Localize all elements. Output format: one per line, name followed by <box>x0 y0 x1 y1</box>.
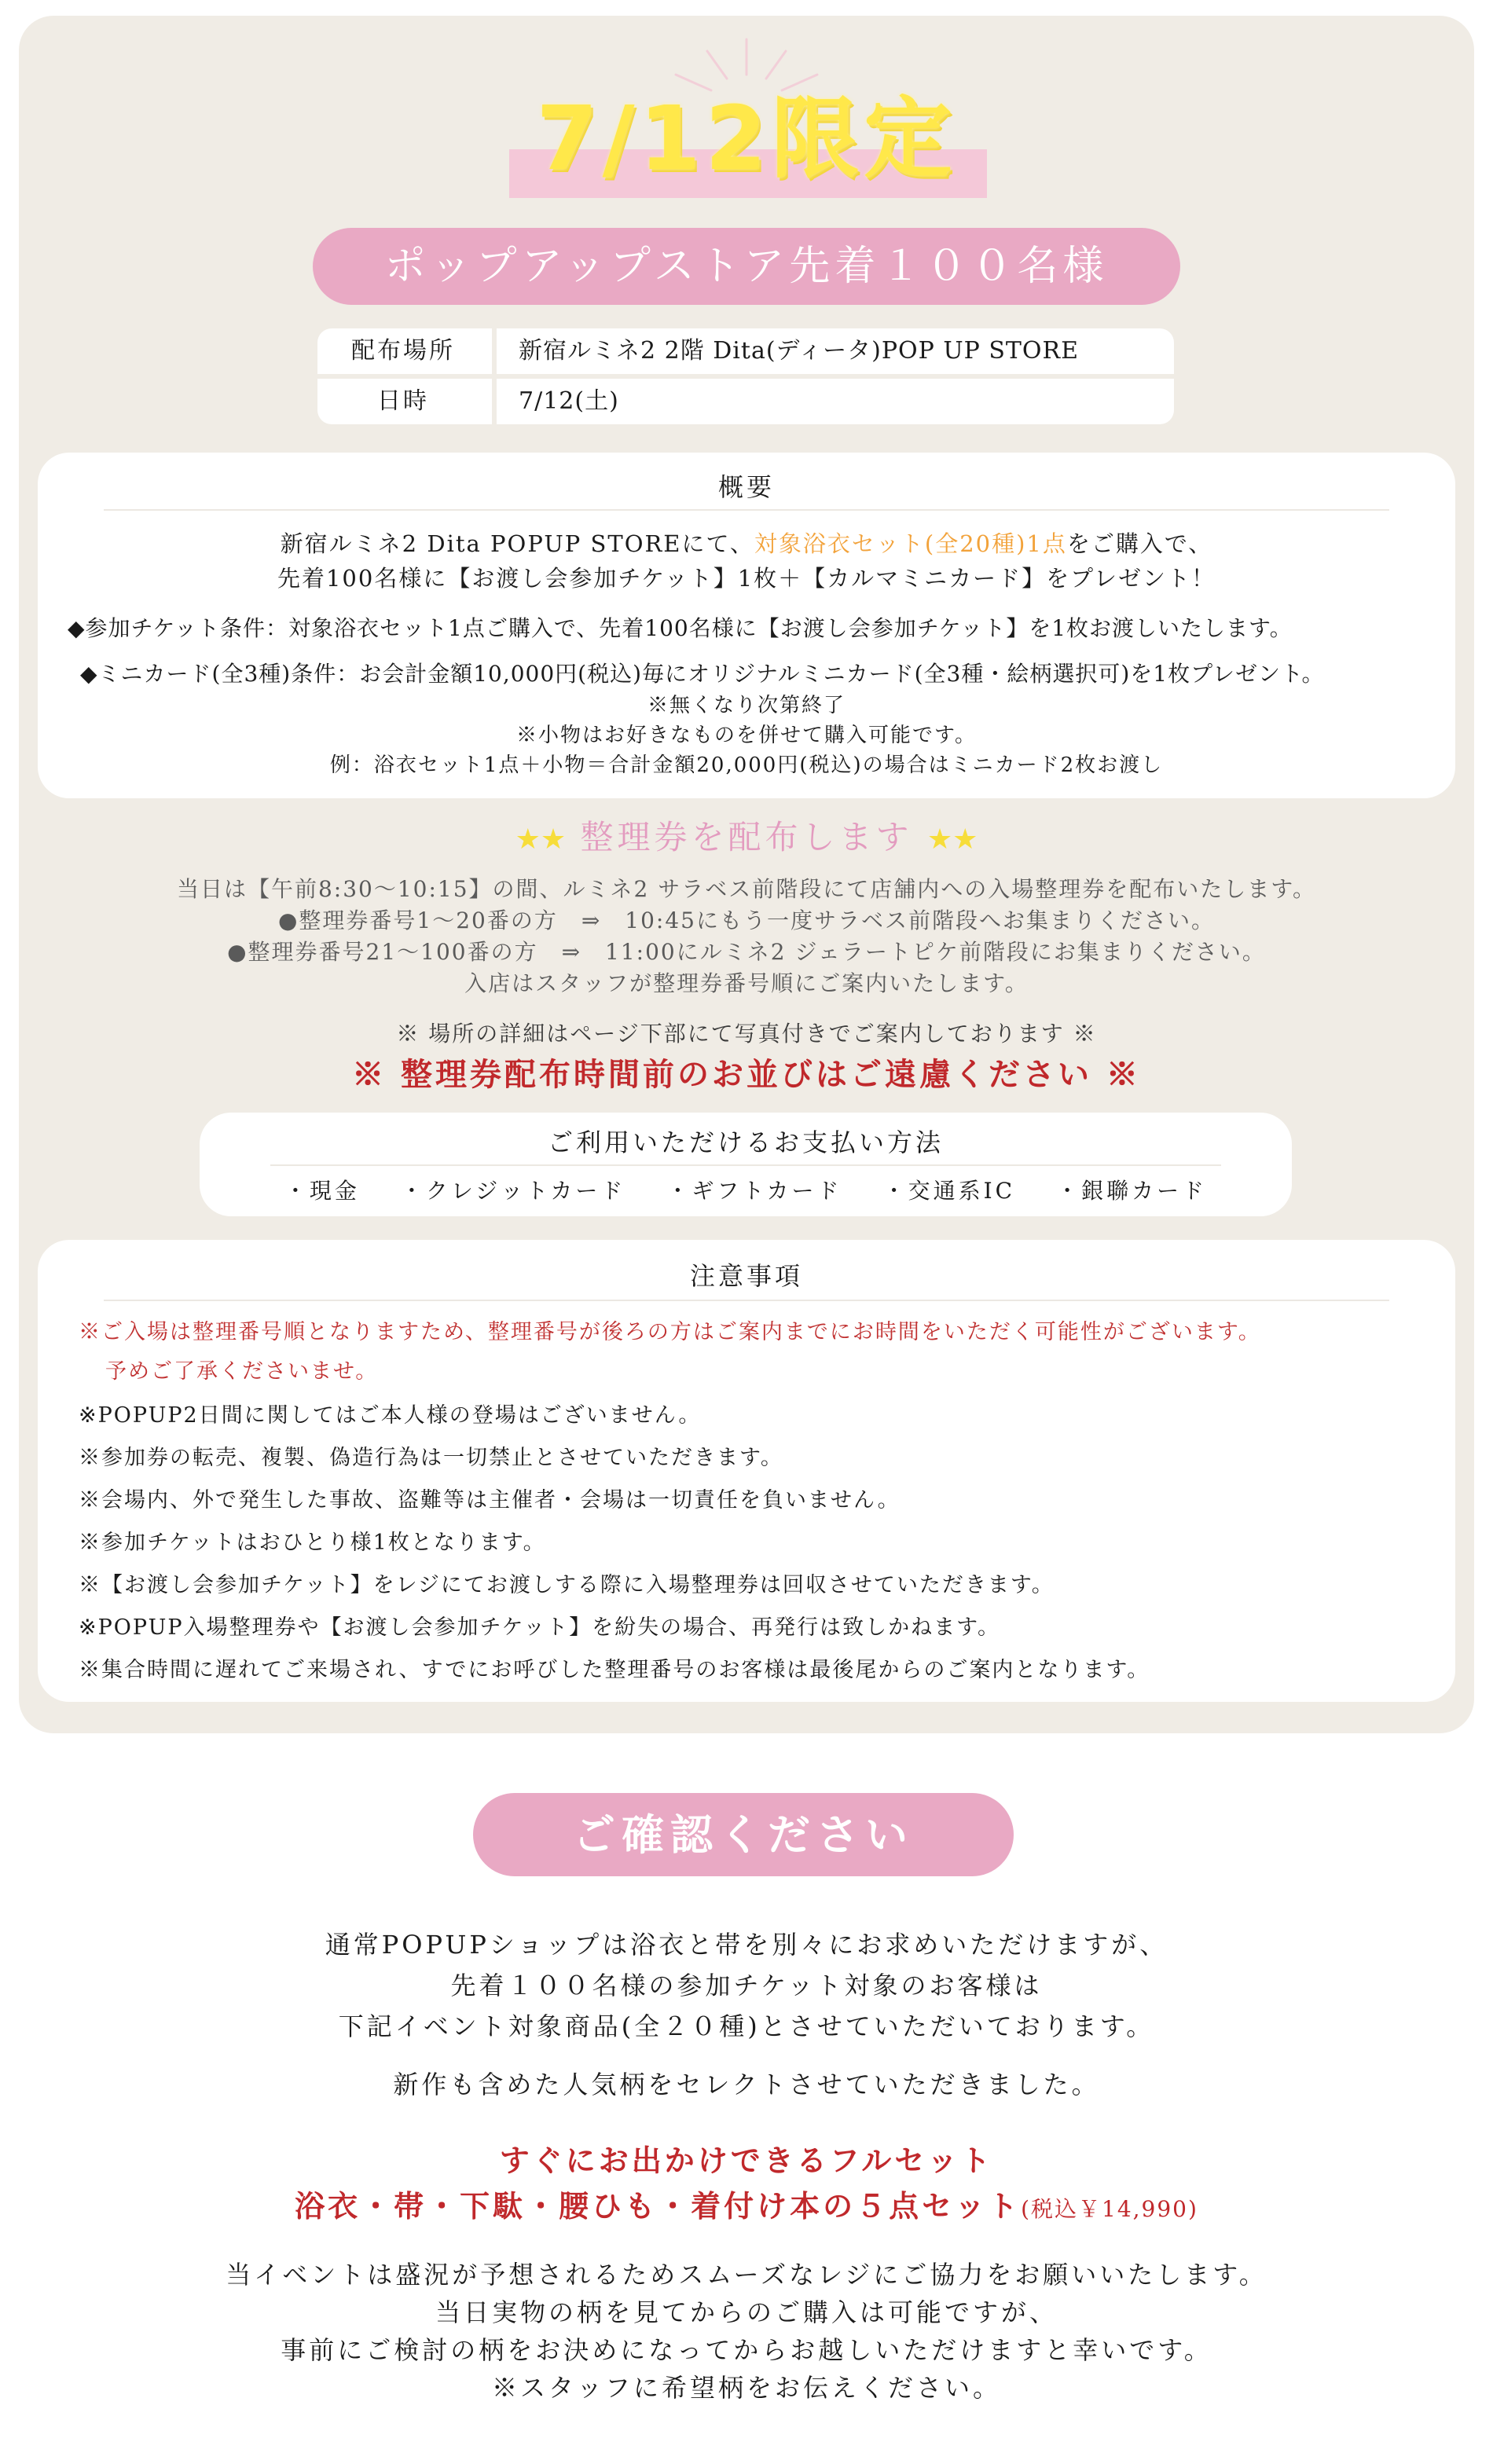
divider <box>270 1164 1221 1166</box>
note-item: ※【お渡し会参加チケット】をレジにてお渡しする際に入場整理券は回収させていただきます。 <box>79 1573 1055 1597</box>
payment-method: ・現金 <box>284 1178 360 1204</box>
closing-paragraph-line: 当日実物の柄を見てからのご購入は可能ですが、 <box>435 2297 1058 2327</box>
star-icon: ★★ <box>926 823 978 856</box>
note-red: 予めご了承くださいませ。 <box>105 1359 379 1384</box>
ticket-line: 当日は【午前8:30～10:15】の間、ルミネ2 サラベス前階段にて店舗内への入場整理券を配布いたします。 <box>176 876 1317 902</box>
divider <box>492 328 497 374</box>
summary-card <box>38 453 1455 798</box>
note-item: ※会場内、外で発生した事故、盗難等は主催者・会場は一切責任を負いません。 <box>79 1488 901 1512</box>
info-row-datetime <box>317 379 1174 424</box>
ticket-condition: ◆参加チケット条件：対象浴衣セット1点ご購入で、先着100名様に【お渡し会参加チケット】を1枚お渡しいたします。 <box>68 615 1293 641</box>
confirm-paragraph-line: 下記イベント対象商品(全２０種)とさせていただいております。 <box>338 2011 1155 2041</box>
notes-heading: 注意事項 <box>689 1261 803 1291</box>
closing-paragraph-line: ※スタッフに希望柄をお伝えください。 <box>491 2373 1001 2403</box>
ticket-line: 入店はスタッフが整理券番号順にご案内いたします。 <box>464 970 1029 996</box>
note-example: 例：浴衣セット1点＋小物＝合計金額20,000円(税込)の場合はミニカード2枚お渡し <box>329 754 1164 777</box>
closing-paragraph-line: 当イベントは盛況が予想されるためスムーズなレジにご協力をお願いいたします。 <box>226 2260 1267 2290</box>
no-early-queue-warning: ※ 整理券配布時間前のお並びはご遠慮ください ※ <box>352 1056 1141 1093</box>
note-while-supplies-last: ※無くなり次第終了 <box>647 694 846 717</box>
payment-method: ・クレジットカード <box>400 1178 626 1204</box>
full-set-heading: すぐにお出かけできるフルセット <box>499 2143 994 2178</box>
note-item: ※POPUP2日間に関してはご本人様の登場はございません。 <box>79 1403 702 1428</box>
summary-line-2: 先着100名様に【お渡し会参加チケット】1枚＋【カルマミニカード】をプレゼント！ <box>277 565 1216 592</box>
note-item: ※参加券の転売、複製、偽造行為は一切禁止とさせていただきます。 <box>79 1446 783 1470</box>
payment-method: ・ギフトカード <box>666 1178 842 1204</box>
info-label: 日時 <box>377 387 429 415</box>
ticket-line: ●整理券番号1～20番の方 ⇒ 10:45にもう一度サラベス前階段へお集まりください。 <box>277 908 1216 933</box>
note-item: ※参加チケットはおひとり様1枚となります。 <box>79 1531 546 1555</box>
date-limited-title: 7/12限定 <box>536 88 957 190</box>
info-value: 7/12(土) <box>519 387 619 415</box>
confirm-paragraph-line: 通常POPUPショップは浴衣と帯を別々にお求めいただけますが、 <box>325 1930 1168 1960</box>
summary-line-1: 新宿ルミネ2 Dita POPUP STOREにて、対象浴衣セット(全20種)1点をご購入で、 <box>280 530 1213 557</box>
note-red: ※ご入場は整理番号順となりますため、整理番号が後ろの方はご案内までにお時間をいただく可能性がございます。 <box>79 1320 1261 1344</box>
payment-method: ・交通系IC <box>882 1178 1016 1204</box>
ticket-line: ●整理券番号21～100番の方 ⇒ 11:00にルミネ2 ジェラートピケ前階段にお集まりください。 <box>227 939 1266 965</box>
star-icon: ★★ <box>515 823 567 856</box>
set-price: (税込￥14,990) <box>1021 2196 1198 2222</box>
note-item: ※POPUP入場整理券や【お渡し会参加チケット】を紛失の場合、再発行は致しかねます。 <box>79 1615 1000 1640</box>
notes-card <box>38 1240 1455 1702</box>
confirm-paragraph-line: 新作も含めた人気柄をセレクトさせていただきました。 <box>393 2070 1100 2099</box>
payment-method: ・銀聯カード <box>1056 1178 1208 1204</box>
closing-paragraph-line: 事前にご検討の柄をお決めになってからお越しいただけますと幸いです。 <box>281 2335 1212 2365</box>
note-item: ※集合時間に遅れてご来場され、すでにお呼びした整理番号のお客様は最後尾からのご案内となります。 <box>79 1658 1150 1682</box>
info-value: 新宿ルミネ2 2階 Dita(ディータ)POP UP STORE <box>519 337 1079 365</box>
info-table <box>317 328 1174 427</box>
summary-heading: 概要 <box>717 472 775 502</box>
divider <box>104 509 1389 511</box>
divider <box>104 1300 1389 1301</box>
minicard-condition: ◆ミニカード(全3種)条件：お会計金額10,000円(税込)毎にオリジナルミニカード(全3種・絵柄選択可)を1枚プレゼント。 <box>80 661 1325 687</box>
popup-store-first-100-banner: ポップアップストア先着１００名様 <box>313 228 1180 305</box>
confirm-paragraph-line: 先着１００名様の参加チケット対象のお客様は <box>450 1971 1043 2000</box>
five-item-set-line: 浴衣・帯・下駄・腰ひも・着付け本の５点セット(税込￥14,990) <box>295 2188 1198 2224</box>
info-label: 配布場所 <box>351 337 455 365</box>
info-row-location <box>317 328 1174 374</box>
payment-heading: ご利用いただけるお支払い方法 <box>547 1128 944 1157</box>
ticket-distribution-heading: ★★ 整理券を配布します ★★ <box>515 818 978 856</box>
location-detail-note: ※ 場所の詳細はページ下部にて写真付きでご案内しております ※ <box>396 1021 1097 1047</box>
note-accessories: ※小物はお好きなものを併せて購入可能です。 <box>516 724 977 747</box>
target-yukata-set-highlight: 対象浴衣セット(全20種)1点 <box>754 530 1067 557</box>
payment-methods-list <box>200 1171 1292 1212</box>
divider <box>492 379 497 424</box>
payment-methods-card <box>200 1113 1292 1216</box>
please-confirm-banner: ご確認ください <box>473 1793 1014 1876</box>
